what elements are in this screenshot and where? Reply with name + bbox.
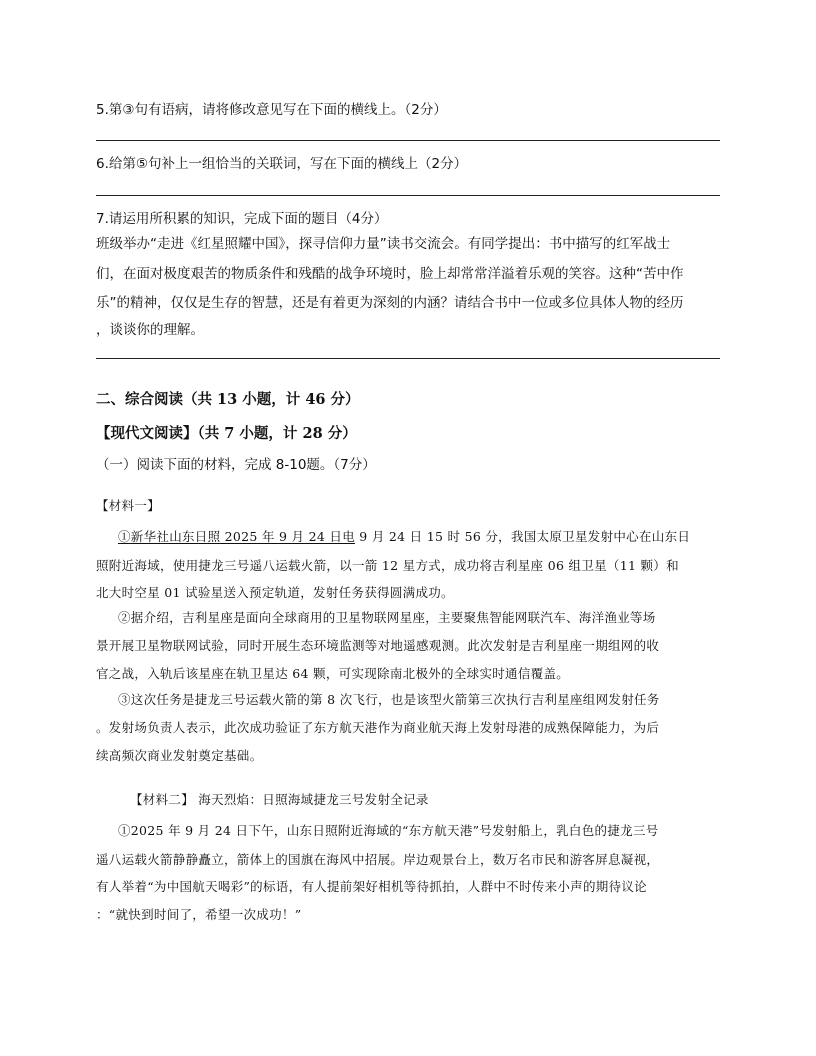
answer-line-6[interactable] [96,195,720,196]
material-1-paragraph-2-line: 景开展卫星物联网试验，同时开展生态环境监测等对地遥感观测。此次发射是吉利星座一期组网的收 [96,638,660,653]
material-1-paragraph-3-line: ③这次任务是捷龙三号运载火箭的第 8 次飞行，也是该型火箭第三次执行吉利星座组网发射任务 [118,692,660,707]
question-7-title: 7.请运用所积累的知识，完成下面的题目（4分） [96,211,388,227]
material-1-paragraph-1-line: ①新华社山东日照 2025 年 9 月 24 日电 9 月 24 日 15 时 56 分，我国太原卫星发射中心在山东日 [118,529,691,544]
answer-line-7[interactable] [96,358,720,359]
material-1-paragraph-1-line: 北大时空星 01 试验星送入预定轨道，发射任务获得圆满成功。 [96,585,454,600]
question-7-line: 们，在面对极度艰苦的物质条件和残酷的战争环境时，脸上却常常洋溢着乐观的笑容。这种“苦中作 [96,266,684,282]
material-2-paragraph-1-line: 遥八运载火箭静静矗立，箭体上的国旗在海风中招展。岸边观景台上，数万名市民和游客屏息凝视， [96,852,660,867]
material-1-paragraph-2-line: 官之战，入轨后该星座在轨卫星达 64 颗，可实现除南北极外的全球实时通信覆盖。 [96,666,570,681]
material-2-paragraph-1-line: 有人举着“为中国航天喝彩”的标语，有人提前架好相机等待抓拍，人群中不时传来小声的期待议论 [96,879,647,894]
question-7-line: 乐”的精神，仅仅是生存的智慧，还是有着更为深刻的内涵？请结合书中一位或多位具体人物的经历 [96,295,684,311]
question-7-line: 班级举办“走进《红星照耀中国》，探寻信仰力量”读书交流会。有同学提出：书中描写的红军战士 [96,236,671,252]
material-2-label: 【材料二】 海天烈焰：日照海域捷龙三号发射全记录 [130,792,429,807]
question-5: 5.第③句有语病，请将修改意见写在下面的横线上。（2分） [96,102,447,118]
question-7-line: ，谈谈你的理解。 [96,322,204,338]
material-1-paragraph-3-line: 。发射场负责人表示，此次成功验证了东方航天港作为商业航天海上发射母港的成熟保障能力，为后 [96,720,660,735]
question-6: 6.给第⑤句补上一组恰当的关联词，写在下面的横线上（2分） [96,156,468,172]
material-1-label: 【材料一】 [96,498,161,513]
material-1-paragraph-1-line: 照附近海域，使用捷龙三号遥八运载火箭，以一箭 12 星方式，成功将吉利星座 06 组卫星（11 颗）和 [96,558,679,573]
answer-line-5[interactable] [96,140,720,141]
material-1-paragraph-3-line: 续高频次商业发射奠定基础。 [96,748,263,763]
section-subtitle: 【现代文阅读】（共 7 小题，计 28 分） [96,425,357,442]
material-2-paragraph-1-line: ①2025 年 9 月 24 日下午，山东日照附近海域的“东方航天港”号发射船上，乳白色的捷龙三号 [118,823,659,838]
material-2-paragraph-1-line: ：“就快到时间了，希望一次成功！” [96,907,302,922]
material-1-paragraph-2-line: ②据介绍，吉利星座是面向全球商用的卫星物联网星座，主要聚焦智能网联汽车、海洋渔业等场 [118,610,656,625]
section-title: 二、综合阅读（共 13 小题，计 46 分） [96,391,360,408]
reading-instruction: （一）阅读下面的材料，完成 8-10题。（7分） [96,457,376,473]
dateline: ①新华社山东日照 2025 年 9 月 24 日电 [118,529,356,544]
